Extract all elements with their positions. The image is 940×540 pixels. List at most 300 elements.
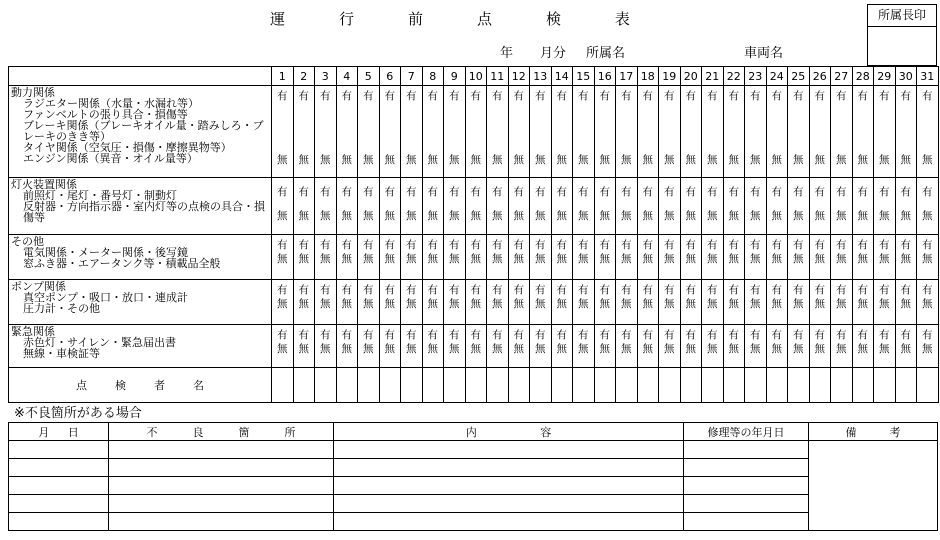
no-option[interactable]: 無 [449, 210, 460, 222]
yes-option[interactable]: 有 [922, 329, 933, 341]
inspector-name-cell[interactable] [573, 368, 595, 403]
day-check-cell[interactable] [917, 178, 939, 235]
day-check-cell[interactable] [809, 280, 831, 325]
day-check-cell[interactable] [508, 325, 530, 368]
no-option[interactable]: 無 [814, 210, 825, 222]
no-option[interactable]: 無 [621, 154, 632, 166]
yes-option[interactable]: 有 [900, 186, 911, 198]
yes-option[interactable]: 有 [556, 186, 567, 198]
no-option[interactable]: 無 [879, 210, 890, 222]
day-check-cell[interactable] [272, 280, 294, 325]
no-option[interactable]: 無 [771, 154, 782, 166]
day-check-cell[interactable] [917, 86, 939, 178]
no-option[interactable]: 無 [578, 210, 589, 222]
yes-option[interactable]: 有 [320, 186, 331, 198]
no-option[interactable]: 無 [793, 298, 804, 310]
yes-option[interactable]: 有 [470, 186, 481, 198]
yes-option[interactable]: 有 [341, 186, 352, 198]
defect-location-cell[interactable] [109, 495, 334, 513]
day-check-cell[interactable] [680, 178, 702, 235]
no-option[interactable]: 無 [406, 210, 417, 222]
no-option[interactable]: 無 [298, 343, 309, 355]
no-option[interactable]: 無 [707, 298, 718, 310]
inspector-name-cell[interactable] [336, 368, 358, 403]
yes-option[interactable]: 有 [771, 239, 782, 251]
day-check-cell[interactable] [616, 235, 638, 280]
no-option[interactable]: 無 [750, 210, 761, 222]
day-check-cell[interactable] [530, 280, 552, 325]
stamp-box[interactable] [867, 4, 937, 66]
no-option[interactable]: 無 [922, 154, 933, 166]
day-check-cell[interactable] [702, 235, 724, 280]
yes-option[interactable]: 有 [513, 329, 524, 341]
yes-option[interactable]: 有 [922, 284, 933, 296]
day-check-cell[interactable] [874, 325, 896, 368]
inspector-name-cell[interactable] [551, 368, 573, 403]
day-check-cell[interactable] [831, 235, 853, 280]
day-check-cell[interactable] [766, 86, 788, 178]
yes-option[interactable]: 有 [406, 239, 417, 251]
day-check-cell[interactable] [487, 86, 509, 178]
day-check-cell[interactable] [809, 325, 831, 368]
yes-option[interactable]: 有 [470, 90, 481, 102]
day-check-cell[interactable] [594, 86, 616, 178]
inspector-name-cell[interactable] [766, 368, 788, 403]
yes-option[interactable]: 有 [384, 284, 395, 296]
day-check-cell[interactable] [422, 280, 444, 325]
inspector-name-cell[interactable] [508, 368, 530, 403]
day-check-cell[interactable] [637, 178, 659, 235]
yes-option[interactable]: 有 [363, 239, 374, 251]
no-option[interactable]: 無 [363, 298, 374, 310]
day-check-cell[interactable] [315, 280, 337, 325]
day-check-cell[interactable] [358, 235, 380, 280]
day-check-cell[interactable] [917, 325, 939, 368]
yes-option[interactable]: 有 [578, 186, 589, 198]
remarks-cell[interactable] [809, 441, 938, 531]
no-option[interactable]: 無 [320, 154, 331, 166]
no-option[interactable]: 無 [836, 154, 847, 166]
no-option[interactable]: 無 [578, 298, 589, 310]
no-option[interactable]: 無 [664, 253, 675, 265]
no-option[interactable]: 無 [277, 343, 288, 355]
no-option[interactable]: 無 [556, 210, 567, 222]
yes-option[interactable]: 有 [535, 239, 546, 251]
yes-option[interactable]: 有 [857, 239, 868, 251]
day-check-cell[interactable] [336, 280, 358, 325]
yes-option[interactable]: 有 [879, 239, 890, 251]
day-check-cell[interactable] [917, 235, 939, 280]
day-check-cell[interactable] [702, 280, 724, 325]
defect-location-cell[interactable] [109, 477, 334, 495]
inspector-name-cell[interactable] [272, 368, 294, 403]
day-check-cell[interactable] [766, 325, 788, 368]
yes-option[interactable]: 有 [470, 239, 481, 251]
no-option[interactable]: 無 [363, 343, 374, 355]
day-check-cell[interactable] [508, 280, 530, 325]
yes-option[interactable]: 有 [449, 186, 460, 198]
no-option[interactable]: 無 [922, 253, 933, 265]
no-option[interactable]: 無 [793, 154, 804, 166]
defect-content-cell[interactable] [334, 459, 684, 477]
no-option[interactable]: 無 [664, 298, 675, 310]
yes-option[interactable]: 有 [900, 90, 911, 102]
no-option[interactable]: 無 [298, 210, 309, 222]
yes-option[interactable]: 有 [320, 239, 331, 251]
yes-option[interactable]: 有 [578, 90, 589, 102]
day-check-cell[interactable] [551, 325, 573, 368]
yes-option[interactable]: 有 [857, 186, 868, 198]
no-option[interactable]: 無 [449, 253, 460, 265]
no-option[interactable]: 無 [814, 298, 825, 310]
day-check-cell[interactable] [272, 86, 294, 178]
day-check-cell[interactable] [422, 178, 444, 235]
day-check-cell[interactable] [551, 280, 573, 325]
day-check-cell[interactable] [293, 235, 315, 280]
day-check-cell[interactable] [508, 86, 530, 178]
defect-date-cell[interactable] [9, 477, 109, 495]
no-option[interactable]: 無 [793, 253, 804, 265]
no-option[interactable]: 無 [922, 210, 933, 222]
day-check-cell[interactable] [336, 178, 358, 235]
day-check-cell[interactable] [530, 325, 552, 368]
yes-option[interactable]: 有 [836, 284, 847, 296]
yes-option[interactable]: 有 [298, 284, 309, 296]
inspector-name-cell[interactable] [809, 368, 831, 403]
yes-option[interactable]: 有 [814, 90, 825, 102]
yes-option[interactable]: 有 [277, 329, 288, 341]
yes-option[interactable]: 有 [621, 329, 632, 341]
day-check-cell[interactable] [788, 280, 810, 325]
yes-option[interactable]: 有 [556, 284, 567, 296]
no-option[interactable]: 無 [750, 343, 761, 355]
yes-option[interactable]: 有 [406, 329, 417, 341]
no-option[interactable]: 無 [384, 298, 395, 310]
day-check-cell[interactable] [530, 178, 552, 235]
yes-option[interactable]: 有 [341, 90, 352, 102]
day-check-cell[interactable] [358, 86, 380, 178]
no-option[interactable]: 無 [599, 298, 610, 310]
no-option[interactable]: 無 [814, 343, 825, 355]
yes-option[interactable]: 有 [836, 239, 847, 251]
day-check-cell[interactable] [831, 280, 853, 325]
yes-option[interactable]: 有 [556, 329, 567, 341]
no-option[interactable]: 無 [449, 154, 460, 166]
day-check-cell[interactable] [852, 235, 874, 280]
yes-option[interactable]: 有 [707, 239, 718, 251]
day-check-cell[interactable] [895, 86, 917, 178]
no-option[interactable]: 無 [341, 154, 352, 166]
day-check-cell[interactable] [444, 86, 466, 178]
yes-option[interactable]: 有 [406, 90, 417, 102]
no-option[interactable]: 無 [664, 210, 675, 222]
yes-option[interactable]: 有 [492, 329, 503, 341]
yes-option[interactable]: 有 [578, 284, 589, 296]
yes-option[interactable]: 有 [449, 284, 460, 296]
inspector-name-cell[interactable] [831, 368, 853, 403]
no-option[interactable]: 無 [836, 253, 847, 265]
no-option[interactable]: 無 [879, 253, 890, 265]
yes-option[interactable]: 有 [599, 284, 610, 296]
no-option[interactable]: 無 [384, 210, 395, 222]
no-option[interactable]: 無 [298, 253, 309, 265]
no-option[interactable]: 無 [621, 253, 632, 265]
no-option[interactable]: 無 [750, 298, 761, 310]
no-option[interactable]: 無 [900, 343, 911, 355]
inspector-name-cell[interactable] [616, 368, 638, 403]
yes-option[interactable]: 有 [363, 186, 374, 198]
yes-option[interactable]: 有 [707, 329, 718, 341]
inspector-name-cell[interactable] [530, 368, 552, 403]
no-option[interactable]: 無 [685, 210, 696, 222]
yes-option[interactable]: 有 [535, 90, 546, 102]
yes-option[interactable]: 有 [685, 329, 696, 341]
no-option[interactable]: 無 [556, 154, 567, 166]
yes-option[interactable]: 有 [771, 329, 782, 341]
defect-date-cell[interactable] [9, 513, 109, 531]
no-option[interactable]: 無 [363, 210, 374, 222]
no-option[interactable]: 無 [341, 343, 352, 355]
yes-option[interactable]: 有 [320, 90, 331, 102]
yes-option[interactable]: 有 [793, 284, 804, 296]
no-option[interactable]: 無 [900, 210, 911, 222]
defect-content-cell[interactable] [334, 441, 684, 459]
day-check-cell[interactable] [616, 178, 638, 235]
no-option[interactable]: 無 [470, 343, 481, 355]
yes-option[interactable]: 有 [750, 239, 761, 251]
yes-option[interactable]: 有 [599, 90, 610, 102]
yes-option[interactable]: 有 [836, 329, 847, 341]
no-option[interactable]: 無 [427, 154, 438, 166]
day-check-cell[interactable] [766, 280, 788, 325]
no-option[interactable]: 無 [599, 210, 610, 222]
yes-option[interactable]: 有 [556, 90, 567, 102]
no-option[interactable]: 無 [642, 343, 653, 355]
yes-option[interactable]: 有 [879, 329, 890, 341]
inspector-name-cell[interactable] [895, 368, 917, 403]
yes-option[interactable]: 有 [642, 90, 653, 102]
defect-date-cell[interactable] [9, 459, 109, 477]
day-check-cell[interactable] [680, 86, 702, 178]
no-option[interactable]: 無 [771, 343, 782, 355]
yes-option[interactable]: 有 [900, 329, 911, 341]
no-option[interactable]: 無 [707, 253, 718, 265]
yes-option[interactable]: 有 [384, 90, 395, 102]
day-check-cell[interactable] [766, 178, 788, 235]
day-check-cell[interactable] [444, 178, 466, 235]
yes-option[interactable]: 有 [793, 239, 804, 251]
inspector-name-cell[interactable] [401, 368, 423, 403]
yes-option[interactable]: 有 [707, 186, 718, 198]
no-option[interactable]: 無 [814, 253, 825, 265]
no-option[interactable]: 無 [728, 210, 739, 222]
yes-option[interactable]: 有 [642, 186, 653, 198]
no-option[interactable]: 無 [320, 298, 331, 310]
yes-option[interactable]: 有 [879, 186, 890, 198]
yes-option[interactable]: 有 [320, 284, 331, 296]
day-check-cell[interactable] [530, 235, 552, 280]
defect-location-cell[interactable] [109, 459, 334, 477]
yes-option[interactable]: 有 [685, 239, 696, 251]
no-option[interactable]: 無 [621, 298, 632, 310]
yes-option[interactable]: 有 [857, 90, 868, 102]
yes-option[interactable]: 有 [771, 284, 782, 296]
yes-option[interactable]: 有 [750, 329, 761, 341]
no-option[interactable]: 無 [470, 154, 481, 166]
day-check-cell[interactable] [745, 280, 767, 325]
day-check-cell[interactable] [895, 280, 917, 325]
no-option[interactable]: 無 [793, 343, 804, 355]
yes-option[interactable]: 有 [750, 186, 761, 198]
yes-option[interactable]: 有 [427, 186, 438, 198]
yes-option[interactable]: 有 [384, 329, 395, 341]
yes-option[interactable]: 有 [814, 239, 825, 251]
yes-option[interactable]: 有 [341, 239, 352, 251]
no-option[interactable]: 無 [298, 298, 309, 310]
yes-option[interactable]: 有 [771, 186, 782, 198]
day-check-cell[interactable] [444, 235, 466, 280]
no-option[interactable]: 無 [664, 343, 675, 355]
inspector-name-cell[interactable] [637, 368, 659, 403]
no-option[interactable]: 無 [836, 210, 847, 222]
no-option[interactable]: 無 [513, 343, 524, 355]
yes-option[interactable]: 有 [513, 284, 524, 296]
repair-date-cell[interactable] [684, 441, 809, 459]
yes-option[interactable]: 有 [922, 90, 933, 102]
inspector-name-cell[interactable] [487, 368, 509, 403]
no-option[interactable]: 無 [771, 298, 782, 310]
yes-option[interactable]: 有 [535, 284, 546, 296]
no-option[interactable]: 無 [406, 343, 417, 355]
yes-option[interactable]: 有 [384, 186, 395, 198]
day-check-cell[interactable] [379, 280, 401, 325]
yes-option[interactable]: 有 [535, 329, 546, 341]
no-option[interactable]: 無 [470, 298, 481, 310]
no-option[interactable]: 無 [513, 298, 524, 310]
day-check-cell[interactable] [637, 86, 659, 178]
no-option[interactable]: 無 [771, 253, 782, 265]
yes-option[interactable]: 有 [470, 284, 481, 296]
yes-option[interactable]: 有 [277, 90, 288, 102]
yes-option[interactable]: 有 [728, 239, 739, 251]
no-option[interactable]: 無 [470, 253, 481, 265]
no-option[interactable]: 無 [900, 298, 911, 310]
day-check-cell[interactable] [573, 178, 595, 235]
day-check-cell[interactable] [401, 178, 423, 235]
yes-option[interactable]: 有 [707, 284, 718, 296]
day-check-cell[interactable] [573, 280, 595, 325]
no-option[interactable]: 無 [320, 253, 331, 265]
day-check-cell[interactable] [852, 178, 874, 235]
inspector-name-cell[interactable] [465, 368, 487, 403]
no-option[interactable]: 無 [535, 154, 546, 166]
day-check-cell[interactable] [809, 86, 831, 178]
yes-option[interactable]: 有 [406, 284, 417, 296]
day-check-cell[interactable] [487, 235, 509, 280]
day-check-cell[interactable] [315, 235, 337, 280]
yes-option[interactable]: 有 [277, 284, 288, 296]
no-option[interactable]: 無 [449, 343, 460, 355]
no-option[interactable]: 無 [728, 298, 739, 310]
day-check-cell[interactable] [788, 178, 810, 235]
day-check-cell[interactable] [551, 178, 573, 235]
yes-option[interactable]: 有 [470, 329, 481, 341]
no-option[interactable]: 無 [685, 154, 696, 166]
day-check-cell[interactable] [293, 178, 315, 235]
inspector-name-cell[interactable] [874, 368, 896, 403]
day-check-cell[interactable] [422, 325, 444, 368]
no-option[interactable]: 無 [621, 210, 632, 222]
yes-option[interactable]: 有 [320, 329, 331, 341]
day-check-cell[interactable] [659, 178, 681, 235]
no-option[interactable]: 無 [492, 253, 503, 265]
no-option[interactable]: 無 [685, 343, 696, 355]
yes-option[interactable]: 有 [599, 329, 610, 341]
no-option[interactable]: 無 [836, 343, 847, 355]
day-check-cell[interactable] [358, 178, 380, 235]
day-check-cell[interactable] [895, 235, 917, 280]
day-check-cell[interactable] [465, 280, 487, 325]
yes-option[interactable]: 有 [922, 186, 933, 198]
day-check-cell[interactable] [551, 235, 573, 280]
yes-option[interactable]: 有 [642, 284, 653, 296]
yes-option[interactable]: 有 [836, 186, 847, 198]
inspector-name-cell[interactable] [788, 368, 810, 403]
day-check-cell[interactable] [895, 325, 917, 368]
no-option[interactable]: 無 [363, 253, 374, 265]
no-option[interactable]: 無 [814, 154, 825, 166]
no-option[interactable]: 無 [857, 343, 868, 355]
day-check-cell[interactable] [852, 280, 874, 325]
day-check-cell[interactable] [702, 178, 724, 235]
day-check-cell[interactable] [831, 86, 853, 178]
yes-option[interactable]: 有 [857, 284, 868, 296]
no-option[interactable]: 無 [642, 210, 653, 222]
day-check-cell[interactable] [401, 280, 423, 325]
no-option[interactable]: 無 [707, 210, 718, 222]
no-option[interactable]: 無 [492, 298, 503, 310]
no-option[interactable]: 無 [492, 154, 503, 166]
day-check-cell[interactable] [487, 178, 509, 235]
no-option[interactable]: 無 [578, 154, 589, 166]
inspector-name-cell[interactable] [594, 368, 616, 403]
no-option[interactable]: 無 [685, 253, 696, 265]
inspector-name-cell[interactable] [422, 368, 444, 403]
day-check-cell[interactable] [874, 235, 896, 280]
inspector-name-cell[interactable] [659, 368, 681, 403]
no-option[interactable]: 無 [535, 210, 546, 222]
day-check-cell[interactable] [336, 86, 358, 178]
yes-option[interactable]: 有 [879, 284, 890, 296]
day-check-cell[interactable] [465, 86, 487, 178]
yes-option[interactable]: 有 [664, 329, 675, 341]
day-check-cell[interactable] [315, 178, 337, 235]
day-check-cell[interactable] [852, 325, 874, 368]
day-check-cell[interactable] [788, 86, 810, 178]
inspector-name-cell[interactable] [917, 368, 939, 403]
yes-option[interactable]: 有 [449, 329, 460, 341]
yes-option[interactable]: 有 [599, 186, 610, 198]
no-option[interactable]: 無 [879, 298, 890, 310]
no-option[interactable]: 無 [922, 298, 933, 310]
yes-option[interactable]: 有 [427, 284, 438, 296]
yes-option[interactable]: 有 [728, 186, 739, 198]
no-option[interactable]: 無 [298, 154, 309, 166]
yes-option[interactable]: 有 [685, 186, 696, 198]
day-check-cell[interactable] [487, 280, 509, 325]
day-check-cell[interactable] [465, 325, 487, 368]
yes-option[interactable]: 有 [599, 239, 610, 251]
